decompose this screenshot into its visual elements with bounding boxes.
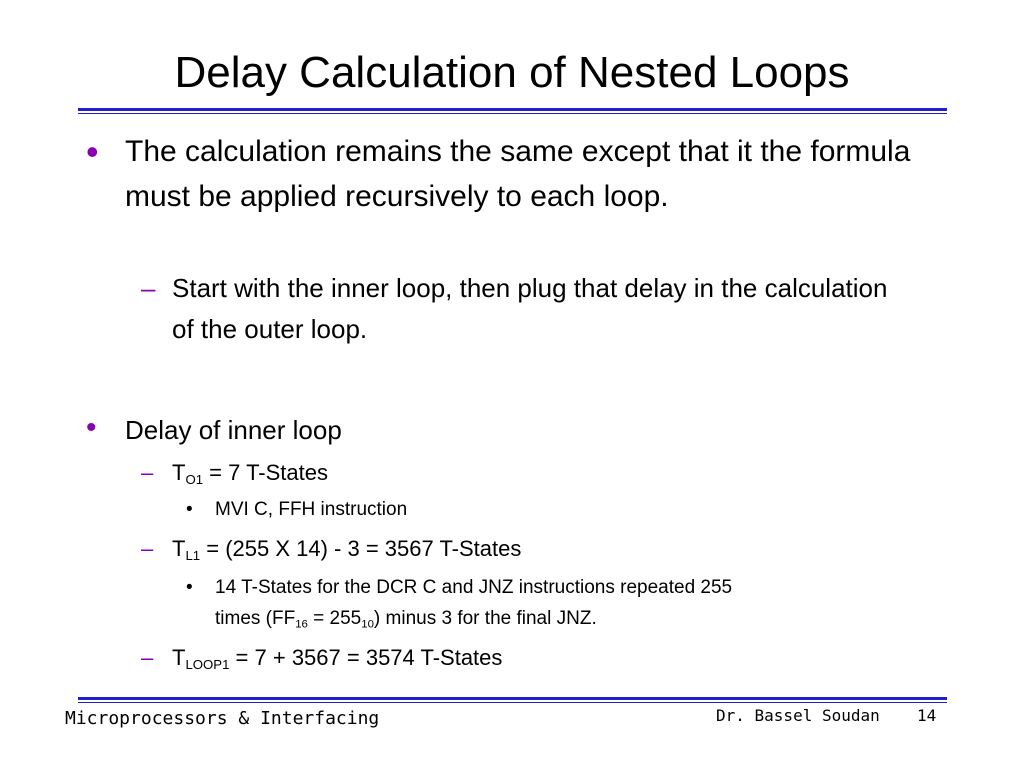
dash-icon: –	[141, 536, 154, 561]
tl1-note-line-1: 14 T-States for the DCR C and JNZ instructions repeated 255	[215, 577, 733, 598]
tl1-formula: $T_{L1} = (255$ X 14) - 3 = 3567 T-States	[172, 536, 522, 563]
dash-icon: –	[141, 645, 154, 670]
bullet-dot-icon: •	[86, 131, 99, 172]
bullet-1-text: The calculation remains the same except that it the formula must be applied recursively to each loop.	[125, 135, 911, 213]
bullet-1-sub-text: Start with the inner loop, then plug that delay in the calculation of the outer loop.	[172, 273, 888, 344]
footer-course: Microprocessors & Interfacing	[65, 708, 380, 729]
tl1-note-line-2: times $(FF_{16} = 255_{10})$ minus 3 for the final JNZ.	[215, 608, 597, 631]
footer-author: Dr. Bassel Soudan	[716, 706, 880, 725]
dash-icon: –	[141, 273, 156, 303]
slide-title: Delay Calculation of Nested Loops	[174, 48, 850, 97]
bullet-2-text: Delay of inner loop	[125, 415, 342, 445]
to1-note: MVI C, FFH instruction	[215, 499, 408, 520]
footer-divider	[78, 697, 947, 703]
tloop-formula: $T_{LOOP1} = 7 + 3567 = 3574$ T-States	[172, 645, 503, 672]
small-bullet-icon: •	[186, 577, 193, 598]
to1-formula: $T_{O1} = 7$ T-States	[172, 460, 328, 487]
page-number: 14	[917, 706, 937, 725]
bullet-dot-icon: •	[86, 411, 97, 444]
small-bullet-icon: •	[186, 499, 193, 520]
dash-icon: –	[141, 460, 154, 485]
